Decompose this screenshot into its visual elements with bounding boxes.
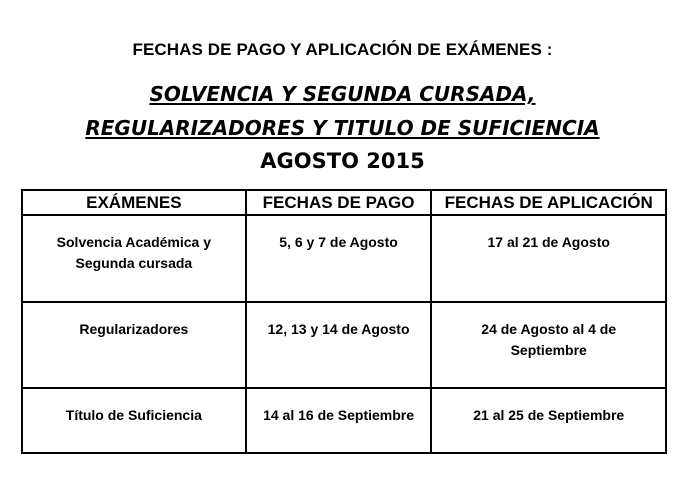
- exam-name-line: Regularizadores: [79, 321, 189, 337]
- subtitle-line-1: SOLVENCIA Y SEGUNDA CURSADA,: [149, 82, 536, 106]
- table-row: [22, 215, 666, 302]
- exam-name-line: Segunda cursada: [75, 255, 193, 271]
- column-header-exams: EXÁMENES: [22, 190, 246, 215]
- application-dates-cell: [431, 302, 666, 388]
- period-title: AGOSTO 2015: [260, 149, 425, 173]
- table-row: [22, 302, 666, 388]
- column-header-application-dates: FECHAS DE APLICACIÓN: [431, 190, 666, 215]
- application-dates-line: Septiembre: [510, 342, 587, 358]
- exam-cell: [22, 302, 246, 388]
- application-dates-cell: [431, 215, 666, 302]
- table-row: [22, 388, 666, 453]
- application-dates-cell: [431, 388, 666, 453]
- exam-cell: [22, 215, 246, 302]
- column-header-payment-dates: FECHAS DE PAGO: [246, 190, 432, 215]
- table-header-row: [22, 190, 666, 215]
- exam-schedule-table: [21, 189, 667, 454]
- payment-dates-cell: 14 al 16 de Septiembre: [246, 388, 432, 453]
- exam-cell: [22, 388, 246, 453]
- subtitle-line-2: REGULARIZADORES Y TITULO DE SUFICIENCIA: [85, 116, 600, 140]
- application-dates-line: 21 al 25 de Septiembre: [473, 407, 625, 423]
- exam-name-line: Título de Suficiencia: [65, 407, 202, 423]
- application-dates-line: 17 al 21 de Agosto: [487, 234, 610, 250]
- payment-dates-cell: 12, 13 y 14 de Agosto: [246, 302, 432, 388]
- payment-dates-cell: 5, 6 y 7 de Agosto: [246, 215, 432, 302]
- application-dates-line: 24 de Agosto al 4 de: [481, 321, 617, 337]
- document-heading: FECHAS DE PAGO Y APLICACIÓN DE EXÁMENES :: [132, 40, 553, 59]
- exam-name-line: Solvencia Académica y: [56, 234, 212, 250]
